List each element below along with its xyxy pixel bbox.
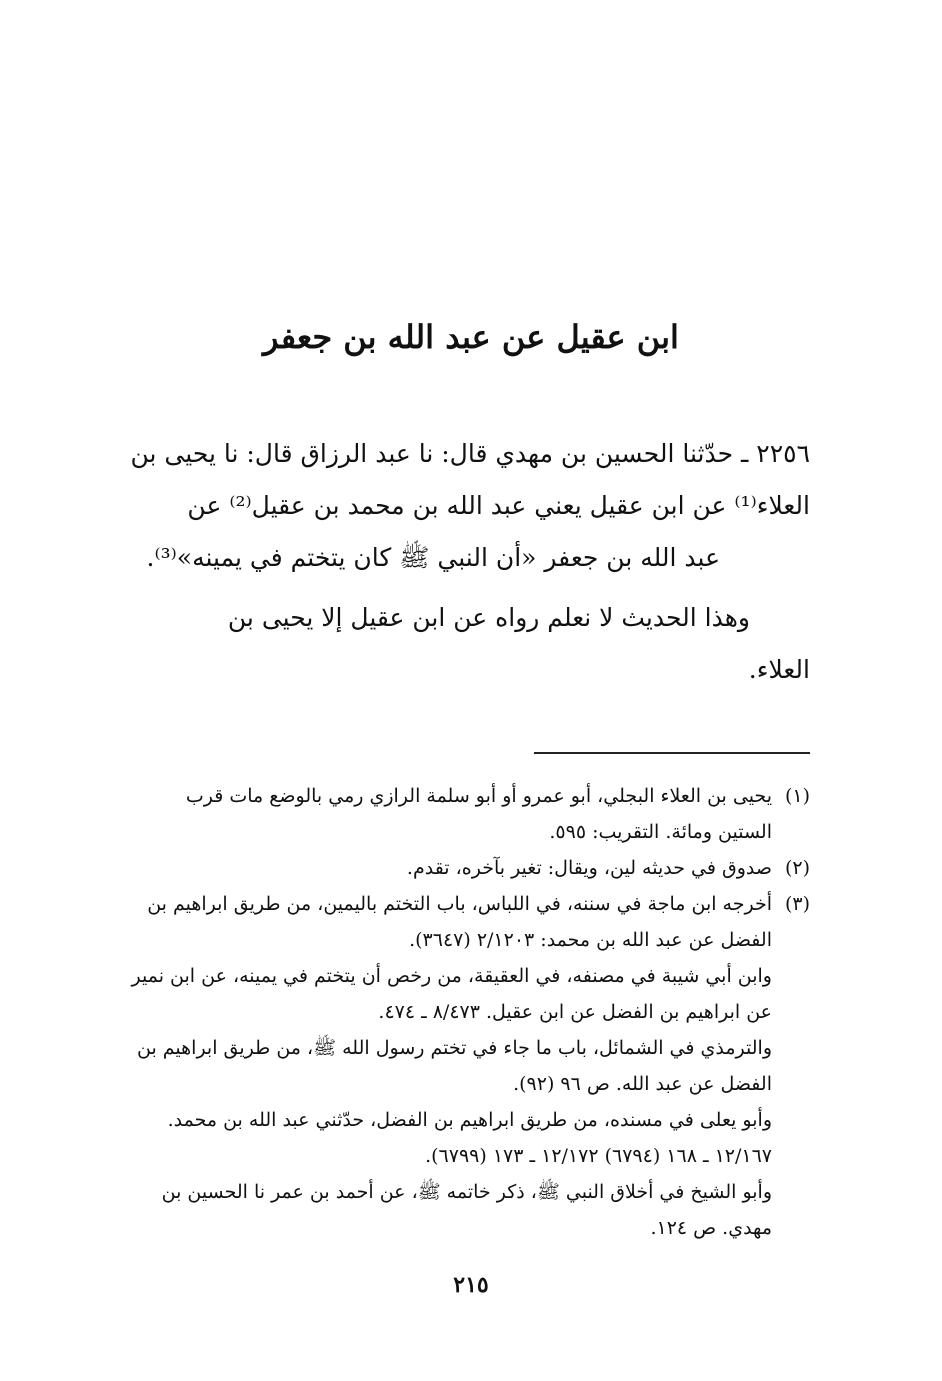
chapter-title: ابن عقيل عن عبد الله بن جعفر (263, 318, 679, 356)
hadith-paragraph (120, 428, 810, 584)
footnote-line: مهدي. ص ١٢٤. (650, 1217, 772, 1239)
footnote-line: صدوق في حديثه لين، ويقال: تغير بآخره، تقدم. (406, 857, 772, 879)
footnote-body (120, 850, 772, 886)
hadith-line: عبد الله بن جعفر «أن النبي ﷺ كان يتختم في يمينه»⁽³⁾. (146, 543, 720, 572)
footnote-line: وأبو يعلى في مسنده، من طريق ابراهيم بن الفضل، حدّثني عبد الله بن محمد. (167, 1109, 772, 1131)
hadith-line: ٢٢٥٦ ـ حدّثنا الحسين بن مهدي قال: نا عبد الرزاق قال: نا يحيى بن (130, 439, 810, 468)
footnotes-section (120, 778, 810, 1246)
footnote-line: والترمذي في الشمائل، باب ما جاء في تختم رسول الله ﷺ، من طريق ابراهيم بن (136, 1037, 772, 1059)
footnote-line: عن ابراهيم بن الفضل عن ابن عقيل. ٨/٤٧٣ ـ ٤٧٤. (378, 1001, 772, 1023)
footnote-item (120, 886, 810, 958)
footnote-body (120, 886, 772, 958)
footnote-line: الفضل عن عبد الله بن محمد: ٢/١٢٠٣ (٣٦٤٧). (409, 929, 772, 951)
footnote-item (120, 778, 810, 850)
comment-paragraph (120, 592, 810, 696)
footnote-line: الستين ومائة. التقريب: ٥٩٥. (549, 821, 772, 843)
footnote-continuation (120, 958, 810, 1246)
page-number: ٢١٥ (453, 1272, 489, 1298)
footnote-body (120, 778, 772, 850)
footnote-line: الفضل عن عبد الله. ص ٩٦ (٩٢). (513, 1073, 772, 1095)
footnote-divider (534, 752, 810, 754)
footnote-number: (٢) (784, 857, 810, 879)
footnote-line: وأبو الشيخ في أخلاق النبي ﷺ، ذكر خاتمه ﷺ، عن أحمد بن عمر نا الحسين بن (161, 1181, 772, 1203)
footnote-line: ١٢/١٦٧ ـ ١٦٨ (٦٧٩٤) ١٢/١٧٢ ـ ١٧٣ (٦٧٩٩). (425, 1145, 772, 1167)
footnote-number: (٣) (784, 893, 810, 915)
main-text (120, 428, 810, 696)
footnote-line: أخرجه ابن ماجة في سننه، في اللباس، باب التختم باليمين، من طريق ابراهيم بن (147, 893, 772, 915)
footnote-number: (١) (784, 785, 810, 807)
comment-line: وهذا الحديث لا نعلم رواه عن ابن عقيل إلا يحيى بن (227, 603, 750, 632)
footnote-item (120, 850, 810, 886)
footnote-line: يحيى بن العلاء البجلي، أبو عمرو أو أبو سلمة الرازي رمي بالوضع مات قرب (185, 785, 772, 807)
comment-line: العلاء. (748, 655, 810, 684)
hadith-line: العلاء⁽¹⁾ عن ابن عقيل يعني عبد الله بن محمد بن عقيل⁽²⁾ عن (187, 491, 810, 520)
footnote-line: وابن أبي شيبة في مصنفه، في العقيقة، من رخص أن يتختم في يمينه، عن ابن نمير (131, 965, 772, 987)
